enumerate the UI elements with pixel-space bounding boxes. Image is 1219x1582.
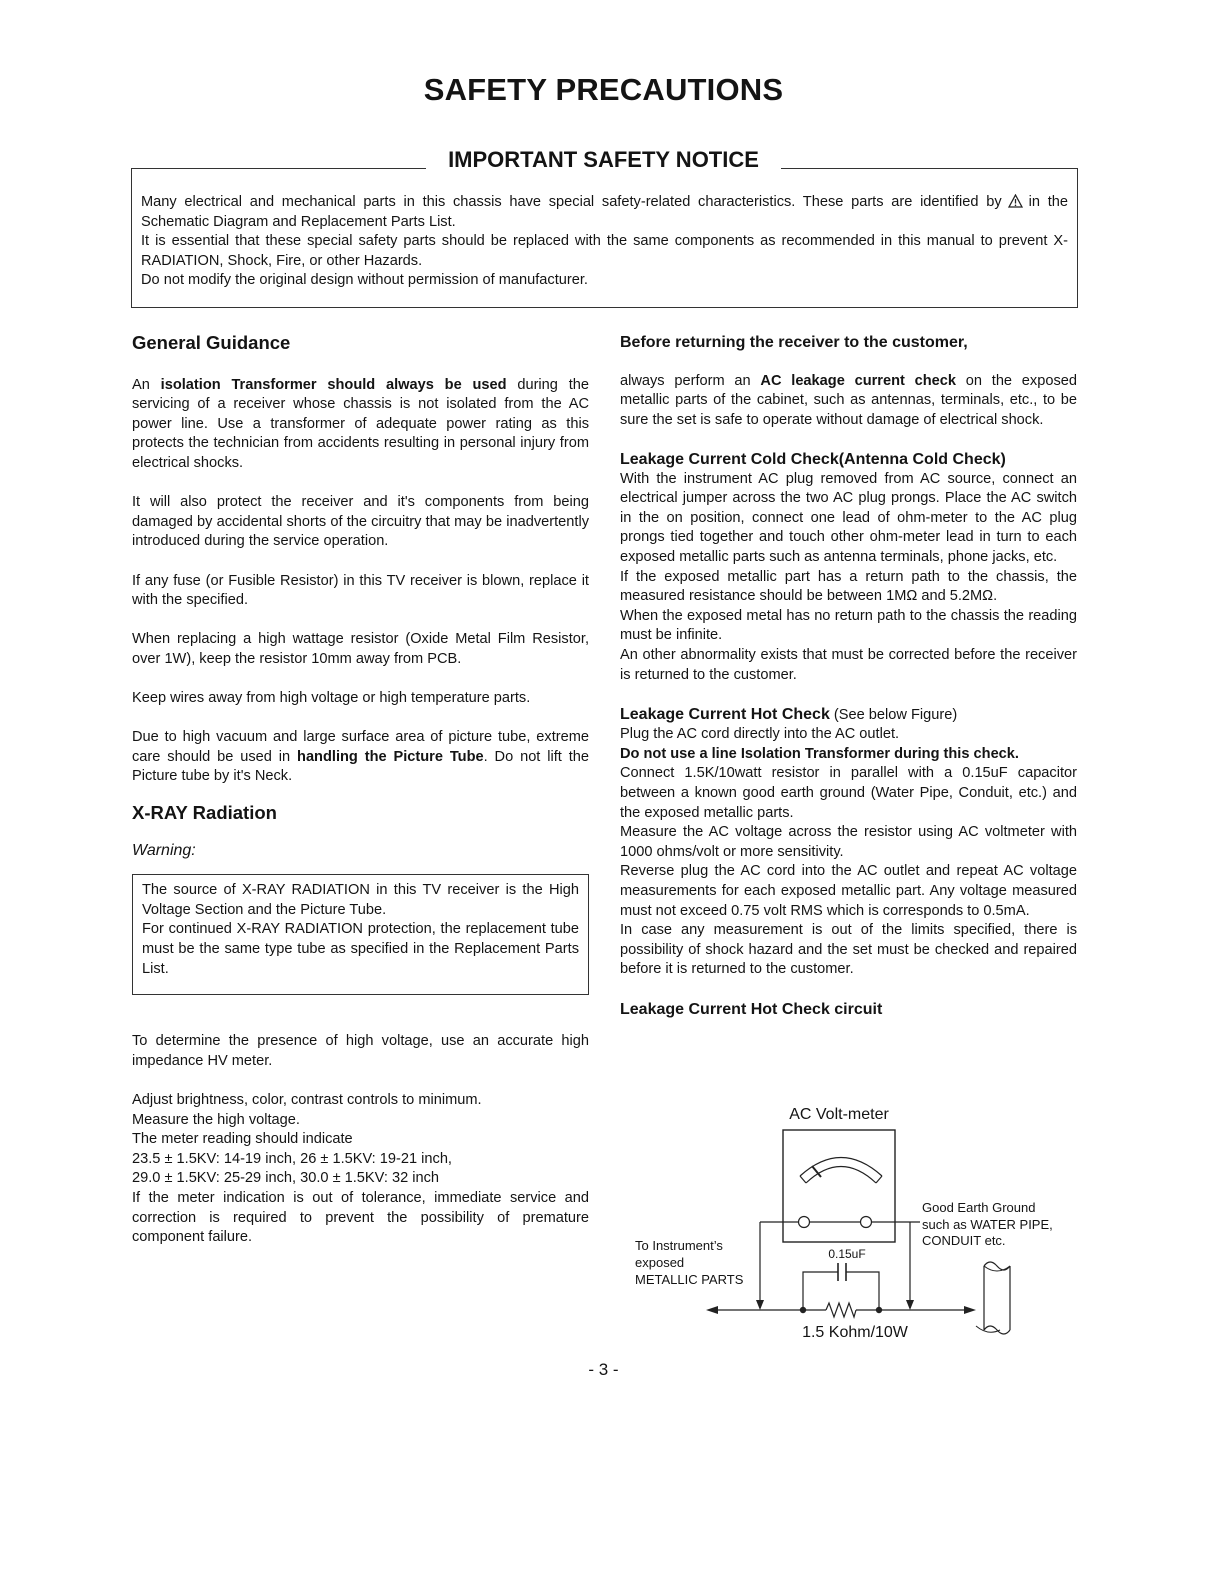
returning-heading: Before returning the receiver to the customer, — [620, 334, 968, 351]
cold-check-heading: Leakage Current Cold Check(Antenna Cold Check) — [620, 450, 1006, 468]
hot-line-5: Reverse plug the AC cord into the AC outlet and repeat AC voltage measurements for each exposed metallic part. Any voltage measured must not exceed 0.75 volt RMS which is corresponds to 0.5mA. — [620, 863, 1077, 919]
xray-paragraph-1: To determine the presence of high voltage, use an accurate high impedance HV meter. — [132, 1033, 589, 1069]
hot-check-heading-line — [620, 705, 1077, 726]
general-paragraph-4: When replacing a high wattage resistor (Oxide Metal Film Resistor, over 1W), keep the resistor 10mm away from PCB. — [132, 631, 589, 667]
cold-paragraph-1: With the instrument AC plug removed from AC source, connect an electrical jumper across the two AC plug prongs. Place the AC switch in the on position, connect one lead of ohm-meter to the AC plug prongs tied together and touch other ohm-meter lead in turn to each exposed metallic parts such as antenna terminals, phone jacks, etc. — [620, 470, 1077, 565]
meter-terminal-right — [861, 1217, 872, 1228]
hot-line-4: Measure the AC voltage across the resistor using AC voltmeter with 1000 ohms/volt or more sensitivity. — [620, 824, 1077, 860]
notice-heading: IMPORTANT SAFETY NOTICE — [426, 147, 781, 172]
left-column — [132, 333, 589, 1248]
general-guidance-heading: General Guidance — [132, 332, 291, 353]
general-paragraph-5: Keep wires away from high voltage or high temperature parts. — [132, 690, 531, 707]
xray-box-paragraph-1: The source of X-RAY RADIATION in this TV receiver is the High Voltage Section and the Picture Tube. — [142, 882, 579, 918]
meter-label: AC Volt-meter — [789, 1106, 889, 1123]
right-label-line-3: CONDUIT etc. — [922, 1233, 1006, 1248]
cold-paragraph-4: An other abnormality exists that must be corrected before the receiver is returned to the customer. — [620, 646, 1077, 683]
earth-ground-pipe-icon — [976, 1262, 1010, 1334]
xray-line-3: The meter reading should indicate — [132, 1131, 353, 1148]
left-label-line-3: METALLIC PARTS — [635, 1272, 744, 1287]
xray-line-4: 23.5 ± 1.5KV: 14-19 inch, 26 ± 1.5KV: 19-21 inch, — [132, 1150, 452, 1167]
meter-terminal-left — [799, 1217, 810, 1228]
xray-line-1: Adjust brightness, color, contrast controls to minimum. — [132, 1092, 482, 1108]
xray-line-5: 29.0 ± 1.5KV: 25-29 inch, 30.0 ± 1.5KV: 32 inch — [132, 1170, 440, 1187]
hot-line-1: Plug the AC cord directly into the AC outlet. — [620, 726, 900, 743]
left-label-line-1: To Instrument’s — [635, 1238, 723, 1253]
cold-paragraph-2: If the exposed metallic part has a return path to the chassis, the measured resistance should be between 1MΩ and 5.2MΩ. — [620, 568, 1077, 605]
resistor-label: 1.5 Kohm/10W — [802, 1324, 908, 1341]
xray-warning-label: Warning: — [132, 841, 196, 859]
notice-p1-start: Many electrical and mechanical parts in this chassis have special safety-related characteristics. These parts are identified by — [141, 194, 1002, 210]
xray-line-6: If the meter indication is out of tolerance, immediate service and correction is required to prevent the possibility of premature component failure. — [132, 1189, 589, 1246]
hot-line-2: Do not use a line Isolation Transformer during this check. — [620, 745, 1019, 762]
xray-heading: X-RAY Radiation — [132, 802, 277, 824]
hot-check-heading: Leakage Current Hot Check — [620, 705, 830, 723]
hot-line-6: In case any measurement is out of the limits specified, there is possibility of shock hazard and the set must be checked and repaired before it is returned to the customer. — [620, 922, 1077, 978]
notice-text — [141, 193, 1068, 291]
left-label-line-2: exposed — [635, 1255, 685, 1270]
right-column — [620, 333, 1077, 1019]
general-paragraph-3: If any fuse (or Fusible Resistor) in this TV receiver is blown, replace it with the specified. — [132, 572, 589, 609]
notice-paragraph-2: It is essential that these special safety parts should be replaced with the same components as recommended in this manual to prevent X-RADIATION, Shock, Fire, or other Hazards. — [141, 233, 1068, 269]
returning-paragraph: always perform an AC leakage current check on the exposed metallic parts of the cabinet, such as antennas, terminals, etc., to be sure the set is safe to operate without damage of electrical shock. — [620, 372, 1077, 428]
xray-warning-box — [132, 874, 589, 995]
page-number: - 3 - — [588, 1360, 619, 1379]
general-paragraph-6: Due to high vacuum and large surface area of picture tube, extreme care should be used in handling the Picture Tube. Do not lift the Picture tube by it's Neck. — [132, 729, 589, 785]
notice-paragraph-3: Do not modify the original design without permission of manufacturer. — [141, 272, 588, 289]
xray-box-paragraph-2: For continued X-RAY RADIATION protection, the replacement tube must be the same type tube as specified in the Replacement Parts List. — [142, 921, 579, 977]
xray-line-2: Measure the high voltage. — [132, 1111, 300, 1128]
notice-paragraph-1 — [141, 193, 1068, 232]
right-label-line-1: Good Earth Ground — [922, 1200, 1036, 1215]
right-arrow-icon — [964, 1306, 976, 1314]
meter-needle — [812, 1166, 821, 1177]
notice-heading-wrap — [0, 147, 1207, 173]
general-paragraph-2: It will also protect the receiver and it's components from being damaged by accidental shorts of the circuitry that may be inadvertently introduced during the service operation. — [132, 494, 589, 550]
hot-check-circuit-diagram — [620, 1095, 1080, 1350]
capacitor-label: 0.15uF — [828, 1247, 866, 1261]
meter-scale-arc — [806, 1167, 876, 1184]
circuit-heading: Leakage Current Hot Check circuit — [620, 1000, 883, 1018]
general-paragraph-1: An isolation Transformer should always be used during the servicing of a receiver whose chassis is not isolated from the AC power line. Use a transformer of adequate power rating as this protects the technician from accidents resulting in personal injury from electrical shocks. — [132, 376, 589, 471]
page-title: SAFETY PRECAUTIONS — [423, 72, 784, 107]
hot-line-3: Connect 1.5K/10watt resistor in parallel with a 0.15uF capacitor between a known good earth ground (Water Pipe, Conduit, etc.) and the exposed metallic parts. — [620, 765, 1077, 821]
hot-check-heading-note: (See below Figure) — [833, 706, 958, 723]
right-label-line-2: such as WATER PIPE, — [922, 1217, 1053, 1232]
notice-p1-end: in the Schematic Diagram and Replacement Parts List. — [141, 194, 1068, 230]
left-arrow-icon — [706, 1306, 718, 1314]
cold-paragraph-3: When the exposed metal has no return path to the chassis the reading must be infinite. — [620, 607, 1077, 644]
warning-triangle-icon — [1008, 194, 1023, 208]
